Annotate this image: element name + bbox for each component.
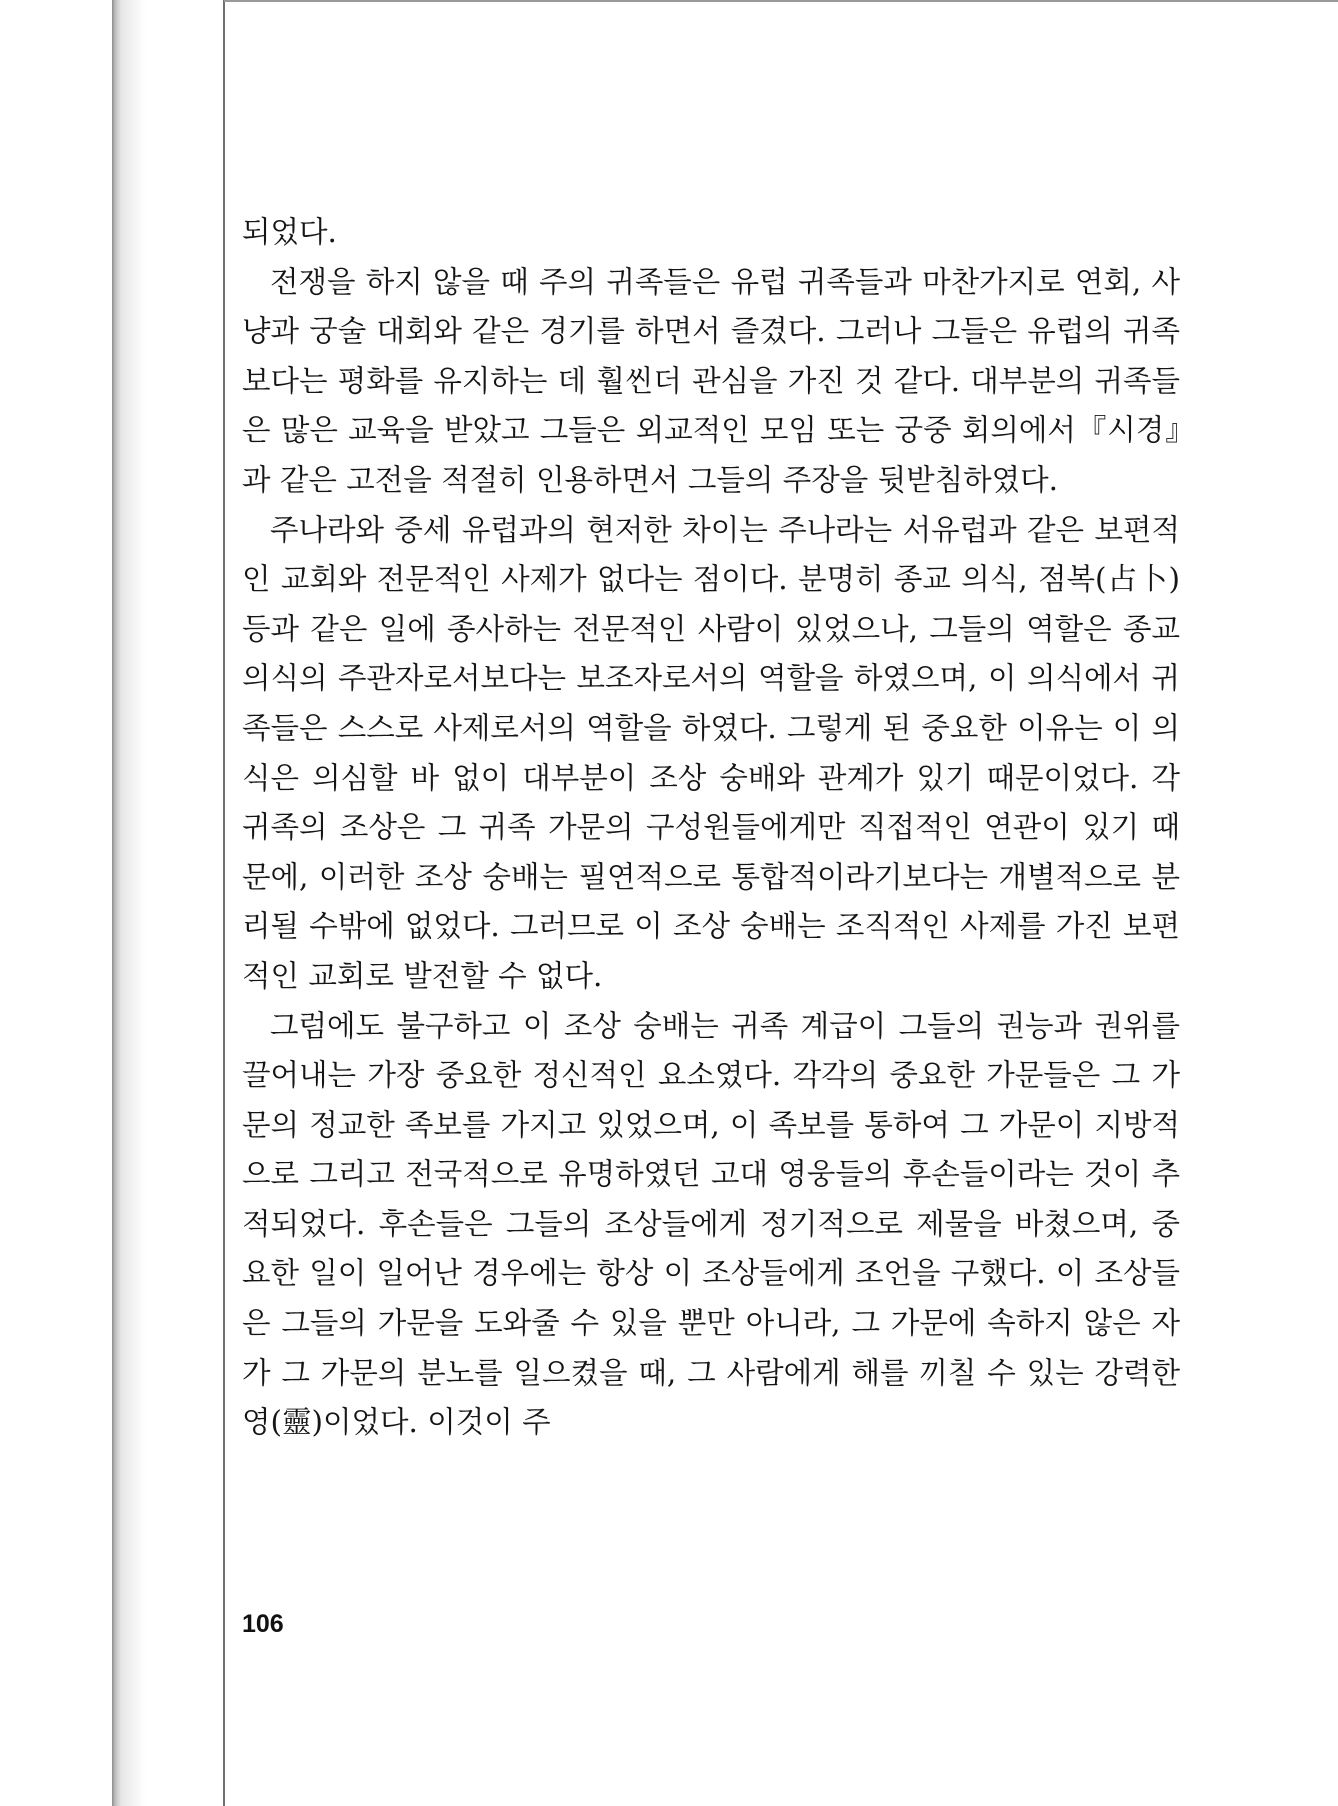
- page-number: 106: [242, 1610, 284, 1638]
- paragraph: 그럼에도 불구하고 이 조상 숭배는 귀족 계급이 그들의 권능과 권위를 끌어내는 가장 중요한 정신적인 요소였다. 각각의 중요한 가문들은 그 가문의 정교한 족보를 가지고 있었으며, 이 족보를 통하여 그 가문이 지방적으로 그리고 전국적으로 유명하였던 고대 영웅들의 후손들이라는 것이 추적되었다. 후손들은 그들의 조상들에게 정기적으로 제물을 바쳤으며, 중요한 일이 일어난 경우에는 항상 이 조상들에게 조언을 구했다. 이 조상들은 그들의 가문을 도와줄 수 있을 뿐만 아니라, 그 가문에 속하지 않은 자가 그 가문의 분노를 일으켰을 때, 그 사람에게 해를 끼칠 수 있는 강력한 영(靈)이었다. 이것이 주: [242, 1008, 1180, 1440]
- paragraph: 되었다.: [242, 215, 337, 249]
- page-body: [242, 208, 1180, 1448]
- paragraph: 주나라와 중세 유럽과의 현저한 차이는 주나라는 서유럽과 같은 보편적인 교회와 전문적인 사제가 없다는 점이다. 분명히 종교 의식, 점복(占卜) 등과 같은 일에 종사하는 전문적인 사람이 있었으나, 그들의 역할은 종교 의식의 주관자로서보다는 보조자로서의 역할을 하였으며, 이 의식에서 귀족들은 스스로 사제로서의 역할을 하였다. 그렇게 된 중요한 이유는 이 의식은 의심할 바 없이 대부분이 조상 숭배와 관계가 있기 때문이었다. 각 귀족의 조상은 그 귀족 가문의 구성원들에게만 직접적인 연관이 있기 때문에, 이러한 조상 숭배는 필연적으로 통합적이라기보다는 개별적으로 분리될 수밖에 없었다. 그러므로 이 조상 숭배는 조직적인 사제를 가진 보편적인 교회로 발전할 수 없다.: [242, 512, 1180, 993]
- paragraph: 전쟁을 하지 않을 때 주의 귀족들은 유럽 귀족들과 마찬가지로 연회, 사냥과 궁술 대회와 같은 경기를 하면서 즐겼다. 그러나 그들은 유럽의 귀족보다는 평화를 유지하는 데 훨씬더 관심을 가진 것 같다. 대부분의 귀족들은 많은 교육을 받았고 그들은 외교적인 모임 또는 궁중 회의에서『시경』과 같은 고전을 적절히 인용하면서 그들의 주장을 뒷받침하였다.: [242, 264, 1180, 497]
